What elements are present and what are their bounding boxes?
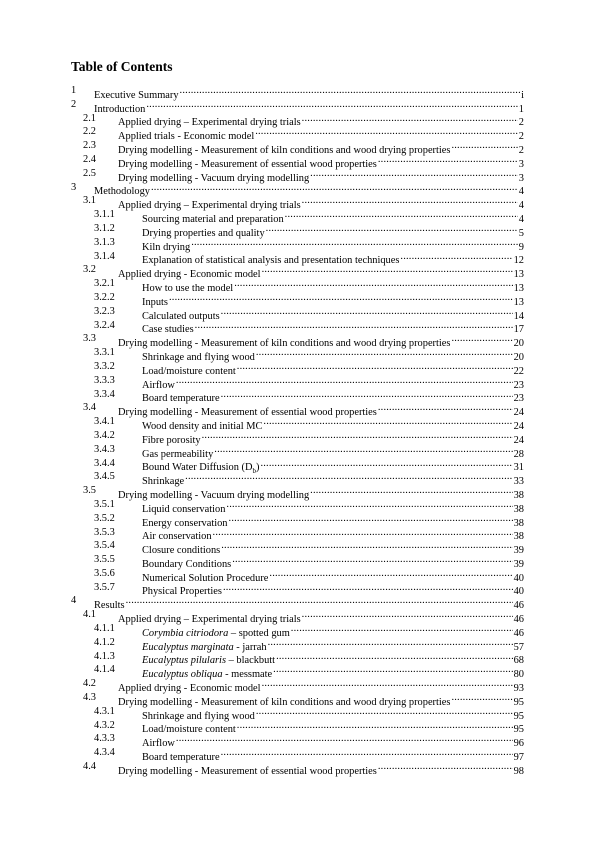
toc-entry-number: 3.3.4	[94, 388, 115, 400]
toc-entry-text: Applied drying – Experimental drying trials	[118, 614, 301, 626]
toc-dot-leader	[260, 457, 512, 471]
toc-entry-text: Drying modelling - Measurement of essential wood properties	[118, 407, 377, 419]
toc-dot-leader	[237, 360, 513, 374]
toc-entry[interactable]	[0, 663, 595, 681]
toc-dot-leader	[378, 760, 513, 774]
toc-dot-leader	[237, 719, 513, 733]
toc-entry[interactable]	[0, 608, 595, 626]
toc-entry-number: 3.5.1	[94, 498, 115, 510]
toc-entry[interactable]	[0, 112, 595, 129]
toc-dot-leader	[185, 470, 512, 484]
toc-entry-text: – blackbutt	[226, 655, 276, 667]
toc-entry-text: Applied drying - Economic model	[118, 683, 261, 695]
toc-entry-number: 3.2	[83, 264, 96, 276]
toc-entry[interactable]	[0, 470, 595, 488]
toc-entry-text: Airflow	[142, 379, 175, 391]
toc-entry[interactable]	[0, 263, 595, 281]
toc-entry-page-number: 22	[513, 365, 524, 377]
toc-entry-text: Physical Properties	[142, 586, 222, 598]
toc-dot-leader	[273, 663, 512, 677]
toc-entry[interactable]	[0, 153, 595, 170]
toc-entry-number: 2.4	[83, 153, 96, 165]
toc-entry-number: 3.4.2	[94, 429, 115, 441]
toc-entry[interactable]	[0, 415, 595, 432]
toc-entry-subscript: b	[252, 467, 256, 476]
toc-entry-page-number: 40	[513, 586, 524, 598]
toc-dot-leader	[451, 332, 512, 346]
toc-entry-page-number: 46	[513, 627, 524, 639]
toc-entry-text: Shrinkage	[142, 476, 185, 488]
toc-entry-page-number: 68	[513, 655, 524, 667]
toc-entry-number: 3	[71, 181, 77, 193]
toc-dot-leader	[232, 553, 512, 567]
toc-entry[interactable]	[0, 388, 595, 405]
toc-entry-text: Executive Summary	[94, 89, 179, 101]
toc-entry-page-number: 39	[513, 558, 524, 570]
toc-entry-text: Introduction	[94, 103, 146, 115]
toc-entry[interactable]	[0, 746, 595, 764]
toc-dot-leader	[169, 291, 513, 305]
toc-entry[interactable]	[0, 84, 595, 101]
toc-entry-page-number: 95	[513, 696, 524, 708]
toc-entry-number: 2.5	[83, 167, 96, 179]
toc-entry[interactable]	[0, 622, 595, 639]
toc-entry-species-name: Eucalyptus pilularis	[142, 655, 226, 667]
toc-entry-page-number: 2	[518, 131, 524, 143]
toc-entry-number: 3.4.5	[94, 471, 115, 483]
toc-entry[interactable]	[0, 512, 595, 529]
toc-entry-number: 3.1.1	[94, 209, 115, 221]
toc-entry-number: 4	[71, 595, 77, 607]
toc-entry[interactable]	[0, 319, 595, 336]
toc-dot-leader	[214, 443, 512, 457]
toc-entry-page-number: 13	[513, 269, 524, 281]
toc-entry-page-number: 38	[513, 517, 524, 529]
toc-entry-number: 3.3	[83, 333, 96, 345]
toc-entry-text: Drying modelling - Vacuum drying modelling	[118, 172, 310, 184]
toc-entry-text: Applied drying – Experimental drying trials	[118, 117, 301, 129]
toc-dot-leader	[262, 677, 513, 691]
toc-entry-page-number: 46	[513, 600, 524, 612]
toc-entry-species-name: Eucalyptus obliqua	[142, 669, 223, 681]
toc-entry[interactable]	[0, 581, 595, 598]
toc-entry[interactable]	[0, 250, 595, 267]
toc-entry[interactable]	[0, 484, 595, 501]
toc-entry-text: Inputs	[142, 296, 168, 308]
toc-dot-leader	[291, 622, 513, 636]
toc-entry-text: Shrinkage and flying wood	[142, 351, 255, 363]
toc-entry-page-number: 20	[513, 351, 524, 363]
toc-entry-text: Drying modelling - Vacuum drying modelling	[118, 489, 310, 501]
toc-entry-page-number: 33	[513, 476, 524, 488]
toc-dot-leader	[234, 277, 512, 291]
toc-entry-text: Explanation of statistical analysis and presentation techniques	[142, 255, 400, 267]
toc-dot-leader	[285, 208, 518, 222]
toc-entry-number: 3.2.2	[94, 291, 115, 303]
toc-entry-page-number: 5	[518, 227, 524, 239]
toc-entry-text: Drying modelling - Measurement of kiln conditions and wood drying properties	[118, 144, 451, 156]
toc-entry[interactable]	[0, 553, 595, 570]
toc-entry-page-number: 97	[513, 752, 524, 764]
toc-entry-number: 3.2.4	[94, 319, 115, 331]
toc-entry-number: 3.3.1	[94, 347, 115, 359]
toc-entry-text-suffix: )	[255, 462, 260, 474]
toc-entry-page-number: 13	[513, 282, 524, 294]
toc-entry-page-number: 17	[513, 324, 524, 336]
toc-entry-number: 3.1	[83, 195, 96, 207]
toc-entry-number: 2.1	[83, 112, 96, 124]
toc-entry-text: Drying modelling - Measurement of kiln conditions and wood drying properties	[118, 696, 451, 708]
toc-entry-number: 4.1	[83, 609, 96, 621]
toc-entry-number: 3.1.3	[94, 236, 115, 248]
toc-entry-number: 3.4.3	[94, 443, 115, 455]
toc-entry-page-number: 96	[513, 738, 524, 750]
toc-entry-text: Calculated outputs	[142, 310, 220, 322]
toc-entry-page-number: 24	[513, 420, 524, 432]
toc-entry-number: 3.1.4	[94, 250, 115, 262]
toc-entry[interactable]	[0, 691, 595, 708]
toc-entry[interactable]	[0, 594, 595, 612]
toc-entry-page-number: 28	[513, 448, 524, 460]
toc-entry-text: Applied trials - Economic model	[118, 131, 255, 143]
toc-dot-leader	[268, 636, 513, 650]
toc-entry-number: 3.5.7	[94, 581, 115, 593]
toc-entry-page-number: i	[521, 89, 524, 101]
toc-dot-leader	[223, 581, 513, 595]
toc-entry-number: 4.3.1	[94, 705, 115, 717]
toc-entry-number: 3.4.4	[94, 457, 115, 469]
toc-entry-number: 3.4.1	[94, 416, 115, 428]
toc-entry-text: Shrinkage and flying wood	[142, 710, 255, 722]
toc-dot-leader	[176, 732, 513, 746]
toc-entry-number: 4.1.3	[94, 650, 115, 662]
toc-entry-text: Board temperature	[142, 752, 220, 764]
toc-dot-leader	[255, 125, 518, 139]
toc-entry-text: Wood density and initial MC	[142, 420, 263, 432]
toc-entry[interactable]	[0, 443, 595, 460]
toc-entry-page-number: 2	[518, 117, 524, 129]
toc-entry-number: 3.5.4	[94, 540, 115, 552]
toc-entry-text: Drying properties and quality	[142, 227, 265, 239]
toc-dot-leader	[126, 594, 513, 608]
toc-entry-number: 3.5.2	[94, 512, 115, 524]
toc-dot-leader	[195, 319, 513, 333]
toc-entry-number: 3.2.3	[94, 305, 115, 317]
toc-entry-text: Air conservation	[142, 531, 212, 543]
toc-entry-page-number: 9	[518, 241, 524, 253]
toc-entry-text: Kiln drying	[142, 241, 191, 253]
toc-dot-leader	[146, 98, 517, 112]
toc-entry-number: 4.4	[83, 761, 96, 773]
toc-entry-text: Case studies	[142, 324, 194, 336]
toc-entry[interactable]	[0, 194, 595, 212]
toc-entry[interactable]	[0, 677, 595, 695]
toc-entry-page-number: 98	[513, 765, 524, 777]
toc-entry[interactable]	[0, 429, 595, 446]
toc-entry[interactable]	[0, 346, 595, 363]
toc-entry-title	[118, 765, 377, 779]
toc-entry[interactable]	[0, 332, 595, 350]
toc-entry-page-number: 20	[513, 338, 524, 350]
toc-entry-page-number: 3	[518, 158, 524, 170]
toc-entry-page-number: 80	[513, 669, 524, 681]
toc-entry-number: 3.5.5	[94, 554, 115, 566]
toc-entry-page-number: 95	[513, 710, 524, 722]
toc-entry-line	[118, 760, 524, 779]
toc-entry-page-number: 14	[513, 310, 524, 322]
toc-entry-page-number: 31	[513, 462, 524, 474]
toc-entry-text: Sourcing material and preparation	[142, 213, 284, 225]
toc-title: Table of Contents	[71, 59, 173, 74]
toc-entry[interactable]	[0, 236, 595, 253]
toc-entry[interactable]	[0, 208, 595, 225]
toc-dot-leader	[221, 305, 513, 319]
toc-entry-number: 1	[71, 85, 77, 96]
toc-entry-page-number: 2	[518, 144, 524, 156]
toc-entry-text: Fibre porosity	[142, 434, 201, 446]
toc-entry-page-number: 40	[513, 572, 524, 584]
toc-entry-text: Board temperature	[142, 393, 220, 405]
toc-entry-text: Airflow	[142, 738, 175, 750]
toc-entry-number: 3.3.2	[94, 360, 115, 372]
toc-entry-text: Boundary Conditions	[142, 558, 232, 570]
toc-entry[interactable]	[0, 125, 595, 143]
toc-entry-page-number: 12	[513, 255, 524, 267]
toc-dot-leader	[378, 153, 518, 167]
toc-entry-number: 3.2.1	[94, 278, 115, 290]
toc-entry-text: – spotted gum	[228, 627, 290, 639]
toc-entry-page-number: 57	[513, 641, 524, 653]
toc-entry-text: Load/moisture content	[142, 724, 236, 736]
toc-entry-text: Gas permeability	[142, 448, 214, 460]
toc-entry-text: Drying modelling - Measurement of essential wood properties	[118, 765, 377, 777]
toc-dot-leader	[266, 222, 518, 236]
toc-dot-leader	[221, 746, 513, 760]
toc-dot-leader	[202, 429, 513, 443]
toc-entry[interactable]	[0, 539, 595, 557]
toc-entry-text: Methodology	[94, 186, 150, 198]
toc-entry-text: Applied drying - Economic model	[118, 269, 261, 281]
toc-dot-leader	[451, 691, 512, 705]
toc-entry[interactable]	[0, 222, 595, 239]
toc-dot-leader	[263, 415, 512, 429]
toc-dot-leader	[221, 539, 512, 553]
toc-entry[interactable]	[0, 705, 595, 722]
toc-entry-text: Energy conservation	[142, 517, 228, 529]
toc-dot-leader	[262, 263, 513, 277]
toc-entry[interactable]	[0, 374, 595, 391]
toc-dot-leader	[451, 139, 517, 153]
toc-entry[interactable]	[0, 167, 595, 184]
toc-dot-leader	[151, 181, 518, 195]
toc-entry-number: 3.5.3	[94, 526, 115, 538]
toc-dot-leader	[256, 346, 513, 360]
toc-entry-number: 4.3.2	[94, 719, 115, 731]
toc-entry-page-number: 4	[518, 186, 524, 198]
toc-entry[interactable]	[0, 498, 595, 515]
toc-entry-species-name: Eucalyptus marginata	[142, 641, 234, 653]
toc-entry-page-number: 24	[513, 434, 524, 446]
toc-entry-number: 3.5.6	[94, 567, 115, 579]
toc-entry-page-number: 95	[513, 724, 524, 736]
toc-entry[interactable]	[0, 719, 595, 736]
toc-dot-leader	[221, 388, 513, 402]
toc-entry-text: Bound Water Diffusion (D	[142, 462, 253, 474]
toc-dot-leader	[302, 194, 518, 208]
toc-entry-page-number: 1	[518, 103, 524, 115]
toc-entry-number: 4.1.1	[94, 623, 115, 635]
toc-entry-page-number: 3	[518, 172, 524, 184]
toc-entry-text: Results	[94, 600, 125, 612]
toc-entry-text: How to use the model	[142, 282, 234, 294]
toc-entry[interactable]	[0, 650, 595, 667]
toc-dot-leader	[269, 567, 512, 581]
toc-entry-text: - messmate	[222, 669, 273, 681]
toc-entry[interactable]	[0, 567, 595, 584]
toc-dot-leader	[310, 484, 512, 498]
toc-entry-page-number: 38	[513, 489, 524, 501]
toc-entry-number: 4.2	[83, 678, 96, 690]
toc-entry-number: 4.1.2	[94, 636, 115, 648]
toc-entry-text: - jarrah	[233, 641, 267, 653]
toc-entry[interactable]	[0, 305, 595, 322]
toc-entry-page-number: 13	[513, 296, 524, 308]
toc-dot-leader	[310, 167, 518, 181]
toc-entry[interactable]	[0, 360, 595, 377]
toc-dot-leader	[276, 650, 513, 664]
toc-entry-number: 3.3.3	[94, 374, 115, 386]
toc-entry[interactable]	[0, 277, 595, 294]
toc-dot-leader	[191, 236, 518, 250]
toc-dot-leader	[229, 512, 513, 526]
toc-entry-text: Numerical Solution Procedure	[142, 572, 269, 584]
toc-entry-page-number: 38	[513, 503, 524, 515]
toc-dot-leader	[226, 498, 512, 512]
toc-entry[interactable]	[0, 181, 595, 198]
toc-entry[interactable]	[0, 760, 595, 777]
toc-dot-leader	[256, 705, 513, 719]
toc-entry-text: Closure conditions	[142, 545, 221, 557]
toc-entry[interactable]	[0, 401, 595, 419]
toc-dot-leader	[180, 84, 521, 98]
toc-entry-species-name: Corymbia citriodora	[142, 627, 229, 639]
toc-entry[interactable]	[0, 636, 595, 653]
toc-entry[interactable]	[0, 98, 595, 115]
toc-entry-number: 4.3	[83, 692, 96, 704]
toc-dot-leader	[400, 250, 512, 264]
toc-entry-number: 2	[71, 98, 77, 110]
toc-entry-number: 2.2	[83, 126, 96, 138]
toc-entry-number: 3.5	[83, 485, 96, 497]
toc-entry-number: 4.3.4	[94, 747, 115, 759]
toc-entry-number: 3.4	[83, 402, 96, 414]
toc-entry[interactable]	[0, 291, 595, 308]
toc-entry-page-number: 23	[513, 379, 524, 391]
toc-entry-text: Applied drying – Experimental drying trials	[118, 200, 301, 212]
toc-dot-leader	[176, 374, 513, 388]
toc-entry-page-number: 39	[513, 545, 524, 557]
toc-entry-text: Liquid conservation	[142, 503, 226, 515]
toc-entry[interactable]	[0, 526, 595, 543]
toc-entry-page-number: 38	[513, 531, 524, 543]
toc-entry-number: 2.3	[83, 140, 96, 152]
toc-dot-leader	[302, 608, 513, 622]
toc-list	[0, 84, 595, 777]
toc-entry-number: 4.3.3	[94, 733, 115, 745]
toc-entry[interactable]	[0, 457, 595, 476]
toc-dot-leader	[302, 112, 518, 126]
toc-dot-leader	[378, 401, 513, 415]
toc-entry[interactable]	[0, 732, 595, 750]
toc-entry-text: Drying modelling - Measurement of kiln conditions and wood drying properties	[118, 338, 451, 350]
toc-dot-leader	[213, 526, 513, 540]
toc-entry-number: 4.1.4	[94, 664, 115, 676]
toc-entry-page-number: 4	[518, 213, 524, 225]
toc-entry-text: Drying modelling - Measurement of essential wood properties	[118, 158, 377, 170]
toc-entry[interactable]	[0, 139, 595, 156]
toc-entry-page-number: 23	[513, 393, 524, 405]
toc-entry-number: 3.1.2	[94, 222, 115, 234]
toc-entry-page-number: 93	[513, 683, 524, 695]
toc-entry-text: Load/moisture content	[142, 365, 236, 377]
toc-entry-page-number: 24	[513, 407, 524, 419]
toc-entry-page-number: 4	[518, 200, 524, 212]
toc-entry-page-number: 46	[513, 614, 524, 626]
